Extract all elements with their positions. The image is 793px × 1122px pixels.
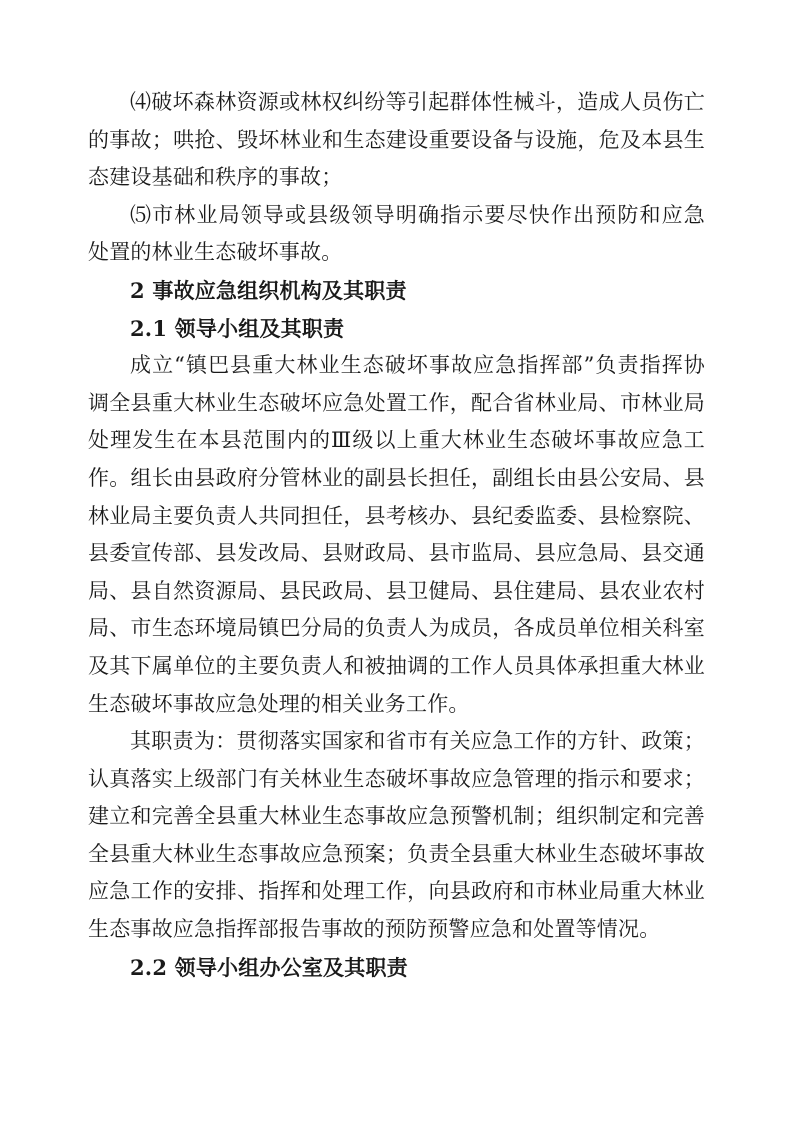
text-line: 应急工作的安排、指挥和处理工作，向县政府和市林业局重大林业 [88, 879, 705, 904]
text-line: 态建设基础和秩序的事故； [88, 165, 343, 190]
text-line: 建立和完善全县重大林业生态事故应急预警机制；组织制定和完善 [88, 804, 705, 829]
text-line: 局、市生态环境局镇巴分局的负责人为成员，各成员单位相关科室 [88, 616, 705, 641]
text-line: 作。组长由县政府分管林业的副县长担任，副组长由县公安局、县 [88, 465, 705, 490]
text-line: ⑸市林业局领导或县级领导明确指示要尽快作出预防和应急 [130, 202, 705, 227]
text-line: 成立“镇巴县重大林业生态破坏事故应急指挥部”负责指挥协 [130, 353, 705, 378]
text-line: 认真落实上级部门有关林业生态破坏事故应急管理的指示和要求； [88, 766, 705, 791]
text-line: 处理发生在本县范围内的Ⅲ级以上重大林业生态破坏事故应急工 [88, 428, 705, 453]
text-line: 局、县自然资源局、县民政局、县卫健局、县住建局、县农业农村 [88, 578, 705, 603]
text-line: 的事故；哄抢、毁坏林业和生态建设重要设备与设施，危及本县生 [88, 127, 705, 152]
text-line: 林业局主要负责人共同担任，县考核办、县纪委监委、县检察院、 [88, 503, 705, 528]
section-heading: 2 事故应急组织机构及其职责 [130, 277, 407, 303]
section-heading: 2.2 领导小组办公室及其职责 [130, 954, 408, 980]
text-line: 县委宣传部、县发改局、县财政局、县市监局、县应急局、县交通 [88, 541, 705, 566]
text-line: 生态破坏事故应急处理的相关业务工作。 [88, 691, 470, 716]
text-line: 调全县重大林业生态破坏应急处置工作，配合省林业局、市林业局 [88, 390, 705, 415]
text-line: 及其下属单位的主要负责人和被抽调的工作人员具体承担重大林业 [88, 653, 705, 678]
text-line: 其职责为：贯彻落实国家和省市有关应急工作的方针、政策； [130, 729, 705, 754]
text-line: 处置的林业生态破坏事故。 [88, 240, 343, 265]
section-heading: 2.1 领导小组及其职责 [130, 315, 345, 341]
text-line: 全县重大林业生态事故应急预案；负责全县重大林业生态破坏事故 [88, 841, 705, 866]
text-line: ⑷破坏森林资源或林权纠纷等引起群体性械斗，造成人员伤亡 [130, 90, 705, 114]
text-line: 生态事故应急指挥部报告事故的预防预警应急和处置等情况。 [88, 917, 661, 942]
